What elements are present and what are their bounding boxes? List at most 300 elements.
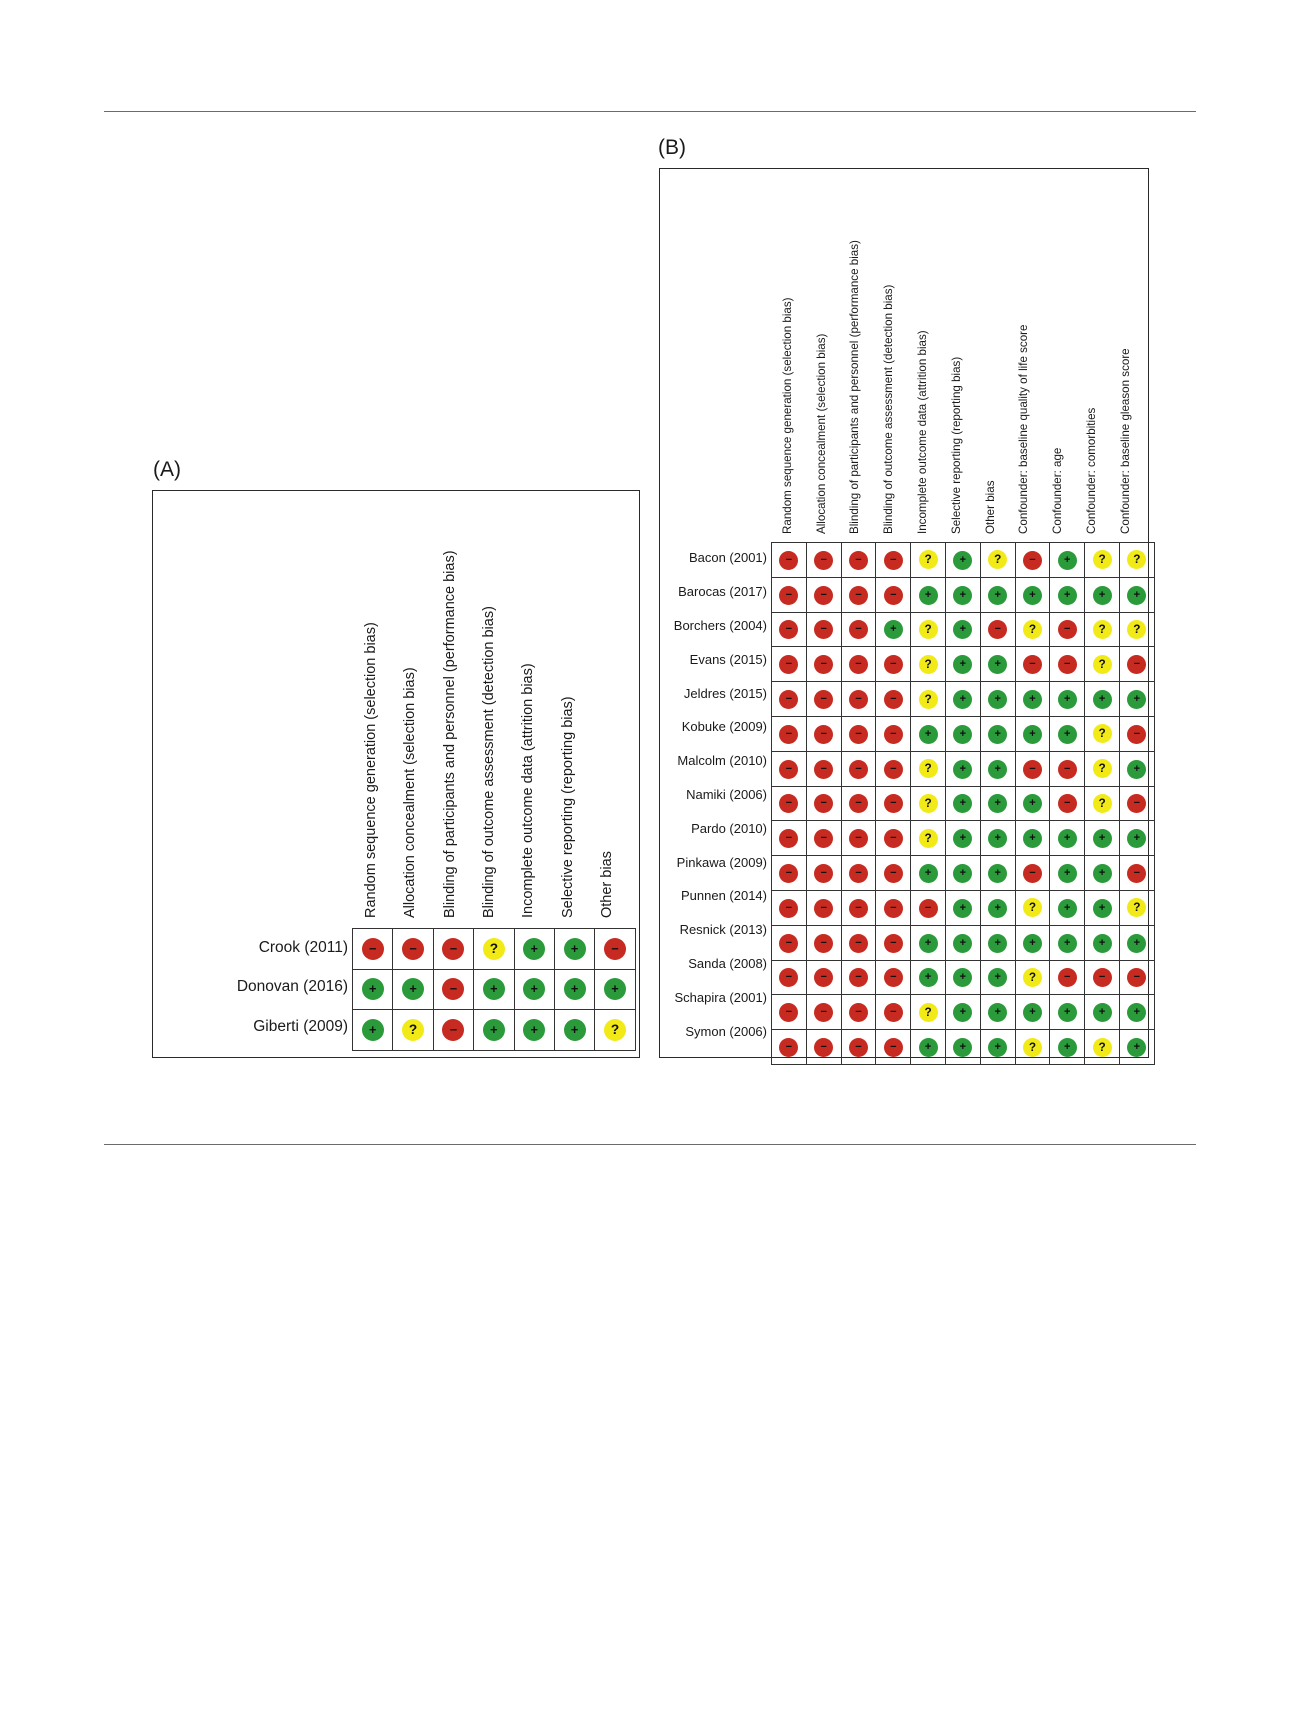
study-label: Jeldres (2015)	[683, 685, 767, 701]
low-risk-icon: +	[1058, 586, 1077, 605]
study-label: Malcolm (2010)	[677, 753, 767, 769]
rating-cell	[806, 647, 841, 682]
low-risk-icon: +	[1093, 829, 1112, 848]
rating-cell	[876, 925, 911, 960]
study-label: Pardo (2010)	[691, 820, 767, 836]
rating-cell	[841, 543, 876, 578]
rating-cell	[806, 786, 841, 821]
study-label: Donovan (2016)	[236, 978, 348, 996]
rating-cell	[554, 929, 594, 970]
column-header: Allocation concealment (selection bias)	[402, 667, 419, 918]
high-risk-icon: −	[779, 794, 798, 813]
high-risk-icon: −	[402, 938, 424, 960]
rating-cell	[554, 1010, 594, 1051]
rating-cell	[1119, 1030, 1154, 1065]
rating-cell	[1085, 647, 1120, 682]
rating-cell	[772, 960, 807, 995]
table-row	[772, 716, 1155, 751]
rating-cell	[514, 929, 554, 970]
rating-cell	[1015, 647, 1050, 682]
high-risk-icon: −	[814, 794, 833, 813]
table-row	[772, 856, 1155, 891]
rating-cell	[1015, 577, 1050, 612]
study-label: Punnen (2014)	[680, 888, 767, 904]
table-row	[772, 751, 1155, 786]
low-risk-icon: +	[1093, 586, 1112, 605]
rating-cell	[980, 647, 1015, 682]
high-risk-icon: −	[1023, 864, 1042, 883]
low-risk-icon: +	[1093, 864, 1112, 883]
unclear-risk-icon: ?	[1127, 550, 1146, 569]
low-risk-icon: +	[523, 978, 545, 1000]
rating-cell	[1015, 856, 1050, 891]
rating-cell	[841, 786, 876, 821]
low-risk-icon: +	[988, 586, 1007, 605]
rating-cell	[911, 612, 946, 647]
unclear-risk-icon: ?	[483, 938, 505, 960]
table-row	[772, 995, 1155, 1030]
low-risk-icon: +	[1127, 760, 1146, 779]
low-risk-icon: +	[988, 725, 1007, 744]
low-risk-icon: +	[919, 864, 938, 883]
high-risk-icon: −	[779, 968, 798, 987]
low-risk-icon: +	[988, 760, 1007, 779]
low-risk-icon: +	[1127, 829, 1146, 848]
rating-cell	[911, 751, 946, 786]
rating-cell	[772, 890, 807, 925]
high-risk-icon: −	[779, 690, 798, 709]
column-header: Other bias	[983, 480, 997, 534]
rating-cell	[1085, 960, 1120, 995]
table-row	[772, 543, 1155, 578]
unclear-risk-icon: ?	[1093, 1038, 1112, 1057]
table-row	[772, 1030, 1155, 1065]
rating-cell	[1085, 716, 1120, 751]
rating-cell	[1050, 995, 1085, 1030]
low-risk-icon: +	[953, 725, 972, 744]
rating-cell	[1050, 856, 1085, 891]
rating-cell	[474, 929, 514, 970]
low-risk-icon: +	[1127, 690, 1146, 709]
rating-cell	[980, 612, 1015, 647]
rating-cell	[1085, 925, 1120, 960]
rating-cell	[1015, 821, 1050, 856]
rating-cell	[911, 821, 946, 856]
study-label: Crook (2011)	[258, 938, 348, 956]
high-risk-icon: −	[779, 1003, 798, 1022]
rating-cell	[1015, 1030, 1050, 1065]
rating-cell	[980, 543, 1015, 578]
rating-cell	[911, 856, 946, 891]
low-risk-icon: +	[953, 794, 972, 813]
high-risk-icon: −	[814, 1003, 833, 1022]
rating-cell	[980, 925, 1015, 960]
rating-cell	[1015, 716, 1050, 751]
study-label: Barocas (2017)	[678, 584, 767, 600]
rating-cell	[841, 960, 876, 995]
column-header: Random sequence generation (selection bias)	[780, 297, 794, 534]
rating-cell	[772, 751, 807, 786]
high-risk-icon: −	[988, 620, 1007, 639]
rating-cell	[393, 929, 433, 970]
rating-cell	[1050, 716, 1085, 751]
rating-cell	[945, 716, 980, 751]
rating-cell	[1050, 786, 1085, 821]
high-risk-icon: −	[779, 551, 798, 570]
panel-a-label: (A)	[153, 458, 181, 481]
rating-cell	[1015, 751, 1050, 786]
study-label: Giberti (2009)	[253, 1017, 348, 1035]
high-risk-icon: −	[814, 586, 833, 605]
high-risk-icon: −	[849, 794, 868, 813]
rating-cell	[1119, 960, 1154, 995]
low-risk-icon: +	[523, 938, 545, 960]
rating-cell	[876, 995, 911, 1030]
column-header: Confounder: age	[1051, 447, 1065, 534]
low-risk-icon: +	[1058, 899, 1077, 918]
rating-cell	[1085, 577, 1120, 612]
rating-cell	[806, 543, 841, 578]
rating-cell	[1015, 925, 1050, 960]
table-row	[772, 821, 1155, 856]
low-risk-icon: +	[1058, 551, 1077, 570]
study-label: Evans (2015)	[689, 651, 767, 667]
unclear-risk-icon: ?	[919, 690, 938, 709]
rating-cell	[1050, 960, 1085, 995]
rating-cell	[514, 1010, 554, 1051]
rating-cell	[945, 1030, 980, 1065]
high-risk-icon: −	[884, 586, 903, 605]
low-risk-icon: +	[988, 934, 1007, 953]
high-risk-icon: −	[849, 1003, 868, 1022]
low-risk-icon: +	[988, 794, 1007, 813]
rating-cell	[980, 856, 1015, 891]
high-risk-icon: −	[884, 1003, 903, 1022]
rating-cell	[772, 995, 807, 1030]
study-label: Borchers (2004)	[673, 618, 767, 634]
low-risk-icon: +	[919, 968, 938, 987]
rating-cell	[841, 856, 876, 891]
high-risk-icon: −	[779, 829, 798, 848]
table-row	[772, 647, 1155, 682]
low-risk-icon: +	[1023, 934, 1042, 953]
rating-cell	[876, 960, 911, 995]
high-risk-icon: −	[779, 620, 798, 639]
rating-cell	[1119, 821, 1154, 856]
high-risk-icon: −	[362, 938, 384, 960]
rating-cell	[1015, 890, 1050, 925]
low-risk-icon: +	[483, 1019, 505, 1041]
rating-cell	[1119, 577, 1154, 612]
rating-cell	[980, 1030, 1015, 1065]
rating-cell	[1085, 751, 1120, 786]
high-risk-icon: −	[849, 690, 868, 709]
rating-cell	[911, 890, 946, 925]
rating-cell	[595, 969, 635, 1010]
high-risk-icon: −	[1127, 725, 1146, 744]
column-header: Allocation concealment (selection bias)	[814, 333, 828, 534]
rating-cell	[1119, 543, 1154, 578]
high-risk-icon: −	[884, 551, 903, 570]
unclear-risk-icon: ?	[1093, 655, 1112, 674]
high-risk-icon: −	[849, 899, 868, 918]
unclear-risk-icon: ?	[1093, 759, 1112, 778]
low-risk-icon: +	[1058, 690, 1077, 709]
rating-cell	[876, 890, 911, 925]
rating-cell	[876, 612, 911, 647]
low-risk-icon: +	[953, 864, 972, 883]
rating-cell	[806, 682, 841, 717]
rating-cell	[772, 647, 807, 682]
low-risk-icon: +	[953, 655, 972, 674]
high-risk-icon: −	[814, 551, 833, 570]
rating-cell	[1085, 682, 1120, 717]
high-risk-icon: −	[849, 586, 868, 605]
high-risk-icon: −	[814, 655, 833, 674]
low-risk-icon: +	[919, 1038, 938, 1057]
rating-cell	[806, 821, 841, 856]
low-risk-icon: +	[564, 938, 586, 960]
high-risk-icon: −	[779, 725, 798, 744]
table-row	[772, 925, 1155, 960]
rating-grid	[771, 542, 1155, 1065]
rating-cell	[433, 1010, 473, 1051]
high-risk-icon: −	[849, 551, 868, 570]
unclear-risk-icon: ?	[919, 1003, 938, 1022]
low-risk-icon: +	[1093, 899, 1112, 918]
rating-cell	[1015, 960, 1050, 995]
column-header: Selective reporting (reporting bias)	[559, 696, 576, 918]
high-risk-icon: −	[442, 1019, 464, 1041]
rating-cell	[876, 716, 911, 751]
rating-cell	[841, 716, 876, 751]
high-risk-icon: −	[849, 829, 868, 848]
top-rule	[104, 111, 1196, 112]
unclear-risk-icon: ?	[1127, 620, 1146, 639]
high-risk-icon: −	[919, 899, 938, 918]
high-risk-icon: −	[849, 725, 868, 744]
low-risk-icon: +	[953, 1003, 972, 1022]
unclear-risk-icon: ?	[1093, 724, 1112, 743]
rating-cell	[911, 682, 946, 717]
rating-cell	[514, 969, 554, 1010]
high-risk-icon: −	[849, 620, 868, 639]
rating-cell	[1119, 995, 1154, 1030]
low-risk-icon: +	[953, 760, 972, 779]
high-risk-icon: −	[884, 725, 903, 744]
column-header: Blinding of outcome assessment (detection bias)	[882, 284, 896, 534]
rating-cell	[772, 856, 807, 891]
rating-grid	[352, 928, 636, 1051]
rating-cell	[1085, 890, 1120, 925]
rating-cell	[353, 1010, 393, 1051]
low-risk-icon: +	[1023, 794, 1042, 813]
low-risk-icon: +	[1093, 690, 1112, 709]
high-risk-icon: −	[884, 829, 903, 848]
column-header: Confounder: baseline quality of life score	[1017, 324, 1031, 534]
rating-cell	[876, 577, 911, 612]
rating-cell	[1015, 682, 1050, 717]
rating-cell	[911, 716, 946, 751]
rating-cell	[1119, 856, 1154, 891]
rating-cell	[806, 925, 841, 960]
low-risk-icon: +	[1058, 1003, 1077, 1022]
rating-cell	[772, 682, 807, 717]
high-risk-icon: −	[779, 760, 798, 779]
low-risk-icon: +	[988, 655, 1007, 674]
column-header: Selective reporting (reporting bias)	[949, 356, 963, 534]
panel-b-label: (B)	[658, 136, 686, 159]
unclear-risk-icon: ?	[919, 655, 938, 674]
unclear-risk-icon: ?	[402, 1019, 424, 1041]
low-risk-icon: +	[988, 899, 1007, 918]
low-risk-icon: +	[362, 1019, 384, 1041]
rating-cell	[1085, 543, 1120, 578]
rating-cell	[980, 577, 1015, 612]
study-label: Sanda (2008)	[688, 956, 767, 972]
rating-cell	[595, 1010, 635, 1051]
high-risk-icon: −	[814, 725, 833, 744]
rating-cell	[945, 821, 980, 856]
high-risk-icon: −	[779, 934, 798, 953]
high-risk-icon: −	[884, 760, 903, 779]
rating-cell	[806, 995, 841, 1030]
low-risk-icon: +	[988, 968, 1007, 987]
rating-cell	[1050, 612, 1085, 647]
low-risk-icon: +	[402, 978, 424, 1000]
low-risk-icon: +	[362, 978, 384, 1000]
rating-cell	[980, 960, 1015, 995]
rating-cell	[911, 925, 946, 960]
rating-cell	[1119, 786, 1154, 821]
rating-cell	[1015, 995, 1050, 1030]
high-risk-icon: −	[849, 1038, 868, 1057]
rating-cell	[806, 751, 841, 786]
high-risk-icon: −	[814, 968, 833, 987]
high-risk-icon: −	[1127, 794, 1146, 813]
rating-cell	[772, 786, 807, 821]
column-header: Blinding of outcome assessment (detection bias)	[480, 606, 497, 918]
high-risk-icon: −	[814, 934, 833, 953]
unclear-risk-icon: ?	[919, 620, 938, 639]
rating-cell	[806, 960, 841, 995]
rating-cell	[841, 925, 876, 960]
high-risk-icon: −	[884, 1038, 903, 1057]
rating-cell	[945, 995, 980, 1030]
low-risk-icon: +	[953, 829, 972, 848]
table-row	[353, 969, 636, 1010]
rating-cell	[393, 969, 433, 1010]
study-label: Pinkawa (2009)	[676, 854, 767, 870]
rating-cell	[393, 1010, 433, 1051]
rating-cell	[945, 786, 980, 821]
low-risk-icon: +	[1058, 934, 1077, 953]
high-risk-icon: −	[1127, 968, 1146, 987]
rating-cell	[876, 647, 911, 682]
low-risk-icon: +	[953, 899, 972, 918]
rating-cell	[772, 821, 807, 856]
low-risk-icon: +	[988, 829, 1007, 848]
unclear-risk-icon: ?	[1023, 620, 1042, 639]
table-row	[772, 577, 1155, 612]
rating-cell	[876, 1030, 911, 1065]
high-risk-icon: −	[884, 899, 903, 918]
rating-cell	[980, 995, 1015, 1030]
unclear-risk-icon: ?	[919, 550, 938, 569]
high-risk-icon: −	[1023, 760, 1042, 779]
low-risk-icon: +	[1058, 864, 1077, 883]
rating-cell	[1119, 682, 1154, 717]
rating-cell	[945, 543, 980, 578]
rating-cell	[1119, 890, 1154, 925]
low-risk-icon: +	[988, 690, 1007, 709]
bottom-rule	[104, 1144, 1196, 1145]
low-risk-icon: +	[919, 725, 938, 744]
high-risk-icon: −	[604, 938, 626, 960]
high-risk-icon: −	[442, 938, 464, 960]
low-risk-icon: +	[988, 864, 1007, 883]
low-risk-icon: +	[988, 1038, 1007, 1057]
high-risk-icon: −	[884, 968, 903, 987]
column-header: Incomplete outcome data (attrition bias)	[520, 663, 537, 918]
high-risk-icon: −	[1058, 760, 1077, 779]
rating-cell	[1050, 543, 1085, 578]
rating-cell	[806, 890, 841, 925]
rating-cell	[353, 929, 393, 970]
rating-cell	[841, 751, 876, 786]
rating-cell	[911, 960, 946, 995]
unclear-risk-icon: ?	[1023, 968, 1042, 987]
rating-cell	[1119, 925, 1154, 960]
low-risk-icon: +	[1023, 829, 1042, 848]
rating-cell	[1085, 1030, 1120, 1065]
rating-cell	[945, 612, 980, 647]
rating-cell	[474, 969, 514, 1010]
unclear-risk-icon: ?	[604, 1019, 626, 1041]
low-risk-icon: +	[483, 978, 505, 1000]
rating-cell	[876, 751, 911, 786]
table-row	[353, 1010, 636, 1051]
rating-cell	[980, 682, 1015, 717]
high-risk-icon: −	[849, 934, 868, 953]
low-risk-icon: +	[1058, 829, 1077, 848]
rating-cell	[1050, 751, 1085, 786]
low-risk-icon: +	[953, 620, 972, 639]
rating-cell	[1085, 821, 1120, 856]
rating-cell	[433, 929, 473, 970]
rating-cell	[980, 716, 1015, 751]
high-risk-icon: −	[814, 620, 833, 639]
rating-cell	[1085, 995, 1120, 1030]
low-risk-icon: +	[1093, 1003, 1112, 1022]
rating-cell	[945, 890, 980, 925]
rating-cell	[806, 577, 841, 612]
rating-cell	[554, 969, 594, 1010]
rating-cell	[945, 960, 980, 995]
high-risk-icon: −	[884, 655, 903, 674]
low-risk-icon: +	[1127, 934, 1146, 953]
high-risk-icon: −	[779, 1038, 798, 1057]
unclear-risk-icon: ?	[1023, 898, 1042, 917]
rating-cell	[474, 1010, 514, 1051]
study-label: Resnick (2013)	[679, 922, 767, 938]
rating-cell	[595, 929, 635, 970]
low-risk-icon: +	[523, 1019, 545, 1041]
rating-cell	[980, 751, 1015, 786]
high-risk-icon: −	[1127, 864, 1146, 883]
rating-cell	[1085, 786, 1120, 821]
low-risk-icon: +	[1058, 725, 1077, 744]
